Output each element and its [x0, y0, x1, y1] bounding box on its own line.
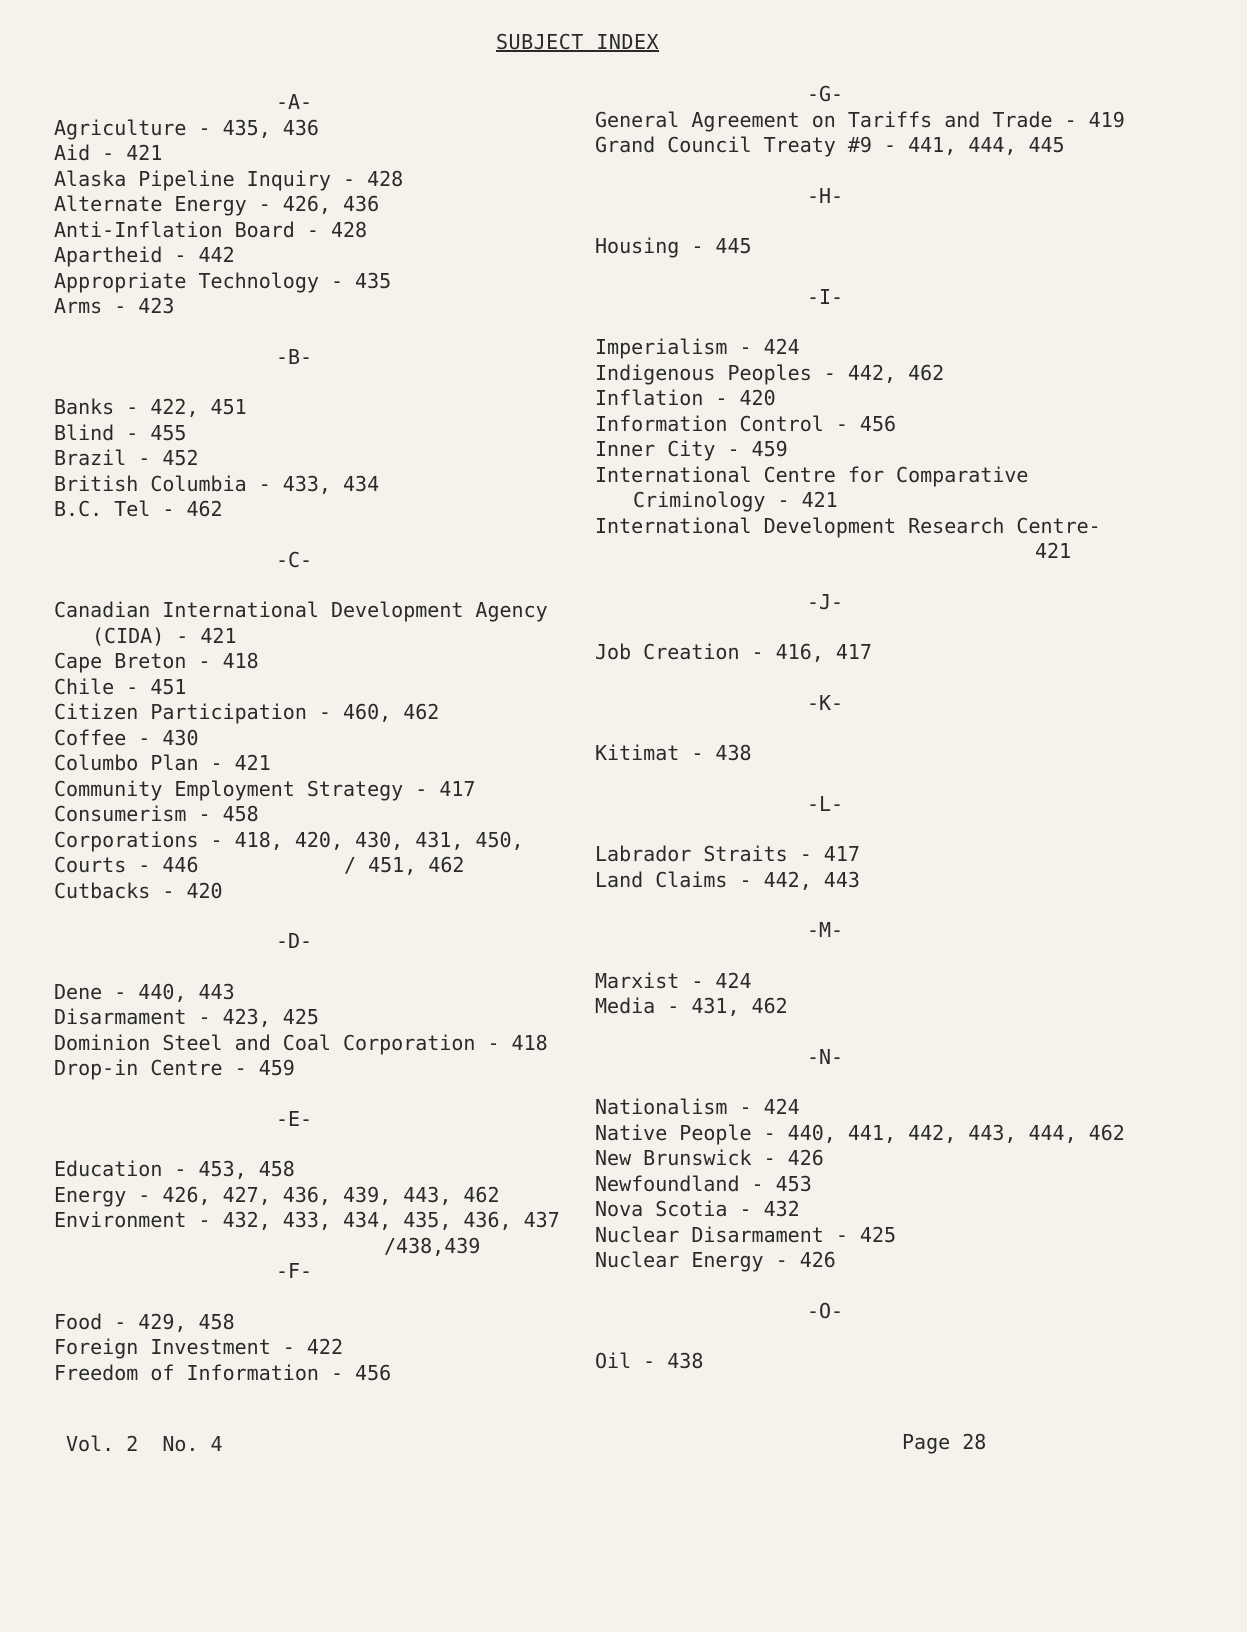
- index-entry: Newfoundland - 453: [595, 1171, 812, 1196]
- index-entry: Drop-in Centre - 459: [54, 1056, 295, 1080]
- page-number: Page 28: [902, 1430, 987, 1454]
- section-letter-k: -K-: [806, 690, 844, 715]
- index-entry: Information Control - 456: [595, 411, 897, 436]
- index-entry-continuation: / 451, 462: [344, 853, 465, 877]
- index-entry: Community Employment Strategy - 417: [54, 776, 476, 801]
- section-letter-o: -O-: [806, 1298, 844, 1323]
- section-letter-l: -L-: [806, 791, 844, 816]
- index-entry: Alaska Pipeline Inquiry - 428: [54, 166, 404, 191]
- page-title: SUBJECT INDEX: [496, 30, 660, 54]
- volume-number: Vol. 2 No. 4: [66, 1432, 223, 1456]
- left-column: [54, 90, 614, 1386]
- index-entry: Indigenous Peoples - 442, 462: [595, 360, 945, 385]
- index-entry: Chile - 451: [54, 674, 187, 699]
- index-entry: General Agreement on Tariffs and Trade - 419: [595, 107, 1125, 132]
- index-entry-continuation: Criminology - 421: [633, 488, 838, 512]
- index-entry: Nationalism - 424: [595, 1095, 800, 1119]
- index-entry-with-continuation: [54, 853, 614, 879]
- section-letter-d: -D-: [275, 929, 313, 953]
- index-entry: Apartheid - 442: [54, 243, 235, 267]
- index-entry: Imperialism - 424: [595, 335, 800, 359]
- index-entry: Nuclear Energy - 426: [595, 1248, 836, 1272]
- index-entry: Citizen Participation - 460, 462: [54, 700, 440, 724]
- index-entry: Dominion Steel and Coal Corporation - 418: [54, 1030, 548, 1055]
- index-entry: Inner City - 459: [595, 437, 788, 461]
- index-entry: Energy - 426, 427, 436, 439, 443, 462: [54, 1182, 500, 1207]
- index-entry: Disarmament - 423, 425: [54, 1005, 319, 1029]
- section-letter-f: -F-: [275, 1259, 313, 1283]
- index-entry: British Columbia - 433, 434: [54, 471, 380, 496]
- index-entry: Marxist - 424: [595, 968, 752, 993]
- index-entry: Courts - 446: [54, 853, 199, 877]
- index-entry: Appropriate Technology - 435: [54, 268, 392, 293]
- section-letter-n: -N-: [806, 1044, 844, 1069]
- section-letter-m: -M-: [806, 918, 844, 942]
- index-entry: Inflation - 420: [595, 386, 776, 410]
- index-entry: Coffee - 430: [54, 725, 199, 750]
- index-entry: Columbo Plan - 421: [54, 751, 271, 775]
- index-entry: Aid - 421: [54, 141, 163, 165]
- index-entry-continuation: (CIDA) - 421: [92, 623, 237, 648]
- index-entry: Alternate Energy - 426, 436: [54, 192, 380, 216]
- index-entry: Blind - 455: [54, 420, 187, 445]
- index-entry: Cutbacks - 420: [54, 878, 223, 903]
- section-letter-i: -I-: [806, 284, 844, 309]
- section-letter-a: -A-: [275, 90, 313, 114]
- section-letter-b: -B-: [275, 344, 313, 369]
- index-entry: Oil - 438: [595, 1349, 704, 1373]
- index-entry: Anti-Inflation Board - 428: [54, 217, 368, 242]
- index-entry: Kitimat - 438: [595, 741, 752, 765]
- index-entry: Banks - 422, 451: [54, 395, 247, 419]
- index-entry: International Centre for Comparative: [595, 462, 1029, 487]
- index-entry-continuation: 421: [1035, 539, 1072, 563]
- index-entry: Cape Breton - 418: [54, 649, 259, 673]
- index-entry: Labrador Straits - 417: [595, 842, 860, 866]
- index-entry: Housing - 445: [595, 234, 752, 258]
- section-letter-e: -E-: [275, 1106, 313, 1131]
- index-entry: Nova Scotia - 432: [595, 1197, 800, 1221]
- section-letter-g: -G-: [806, 82, 844, 106]
- index-entry: Corporations - 418, 420, 430, 431, 450,: [54, 827, 524, 852]
- index-entry: Foreign Investment - 422: [54, 1335, 343, 1359]
- index-entry: Brazil - 452: [54, 446, 199, 470]
- index-entry: Food - 429, 458: [54, 1309, 235, 1334]
- index-entry: B.C. Tel - 462: [54, 497, 223, 521]
- index-entry: Agriculture - 435, 436: [54, 115, 319, 140]
- index-entry: Freedom of Information - 456: [54, 1360, 392, 1385]
- index-entry: New Brunswick - 426: [595, 1146, 824, 1170]
- index-entry: Canadian International Development Agency: [54, 598, 548, 622]
- index-entry: Arms - 423: [54, 294, 175, 318]
- index-entry: Grand Council Treaty #9 - 441, 444, 445: [595, 133, 1065, 157]
- index-entry: Media - 431, 462: [595, 994, 788, 1018]
- section-letter-c: -C-: [275, 547, 313, 572]
- section-letter-h: -H-: [806, 183, 844, 208]
- index-entry: Land Claims - 442, 443: [595, 867, 860, 892]
- index-entry: International Development Research Centre-: [595, 513, 1101, 538]
- index-entry: Environment - 432, 433, 434, 435, 436, 437: [54, 1208, 560, 1232]
- index-entry: Dene - 440, 443: [54, 979, 235, 1004]
- index-entry: Education - 453, 458: [54, 1157, 295, 1181]
- index-entry: Consumerism - 458: [54, 802, 259, 826]
- section-letter-j: -J-: [806, 589, 844, 614]
- index-entry: Native People - 440, 441, 442, 443, 444, 462: [595, 1120, 1125, 1145]
- right-column: [595, 82, 1155, 1375]
- index-entry: Job Creation - 416, 417: [595, 640, 872, 664]
- index-entry: Nuclear Disarmament - 425: [595, 1222, 897, 1247]
- index-entry-continuation: /438,439: [384, 1233, 481, 1258]
